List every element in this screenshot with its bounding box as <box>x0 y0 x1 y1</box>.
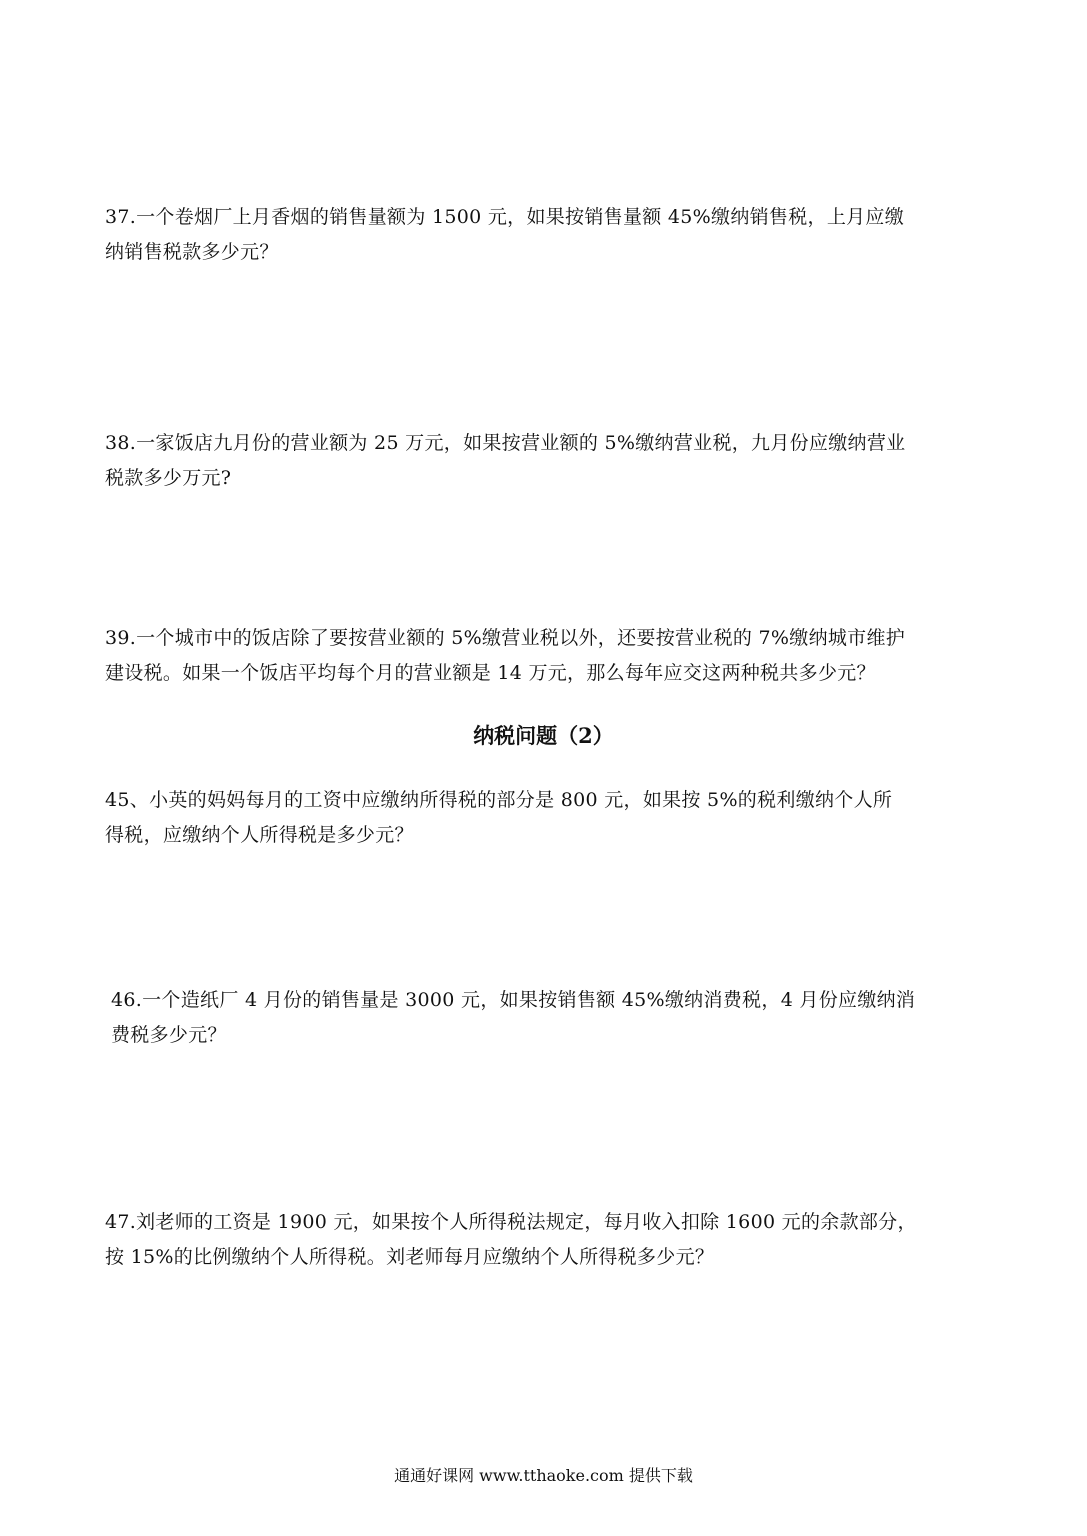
question-text-line: 费税多少元？ <box>111 1024 227 1046</box>
section-title: 纳税问题（2） <box>473 723 614 748</box>
question-text-line: 按 15%的比例缴纳个人所得税。刘老师每月应缴纳个人所得税多少元？ <box>105 1246 715 1268</box>
question-text-line: 47.刘老师的工资是 1900 元，如果按个人所得税法规定，每月收入扣除 1600 元的余款部分， <box>105 1211 917 1233</box>
question-37 <box>105 200 985 270</box>
question-46 <box>111 983 985 1053</box>
page-footer: 通通好课网 www.tthaoke.com 提供下载 <box>394 1466 693 1485</box>
question-39 <box>105 621 985 691</box>
question-45 <box>105 783 985 853</box>
question-text-line: 39.一个城市中的饭店除了要按营业额的 5%缴营业税以外，还要按营业税的 7%缴纳城市维护 <box>105 627 906 649</box>
question-text-line: 建设税。如果一个饭店平均每个月的营业额是 14 万元，那么每年应交这两种税共多少元？ <box>105 662 876 684</box>
question-text-line: 税款多少万元? <box>105 467 232 489</box>
question-text-line: 37.一个卷烟厂上月香烟的销售量额为 1500 元，如果按销售量额 45%缴纳销售税，上月应缴 <box>105 206 905 228</box>
question-text-line: 46.一个造纸厂 4 月份的销售量是 3000 元，如果按销售额 45%缴纳消费税，4 月份应缴纳消 <box>111 989 916 1011</box>
question-text-line: 得税，应缴纳个人所得税是多少元？ <box>105 824 414 846</box>
question-text-line: 38.一家饭店九月份的营业额为 25 万元，如果按营业额的 5%缴纳营业税，九月份应缴纳营业 <box>105 432 906 454</box>
question-47 <box>105 1205 985 1275</box>
question-text-line: 纳销售税款多少元？ <box>105 241 279 263</box>
question-text-line: 45、小英的妈妈每月的工资中应缴纳所得税的部分是 800 元，如果按 5%的税利缴纳个人所 <box>105 789 893 811</box>
question-38 <box>105 426 985 496</box>
